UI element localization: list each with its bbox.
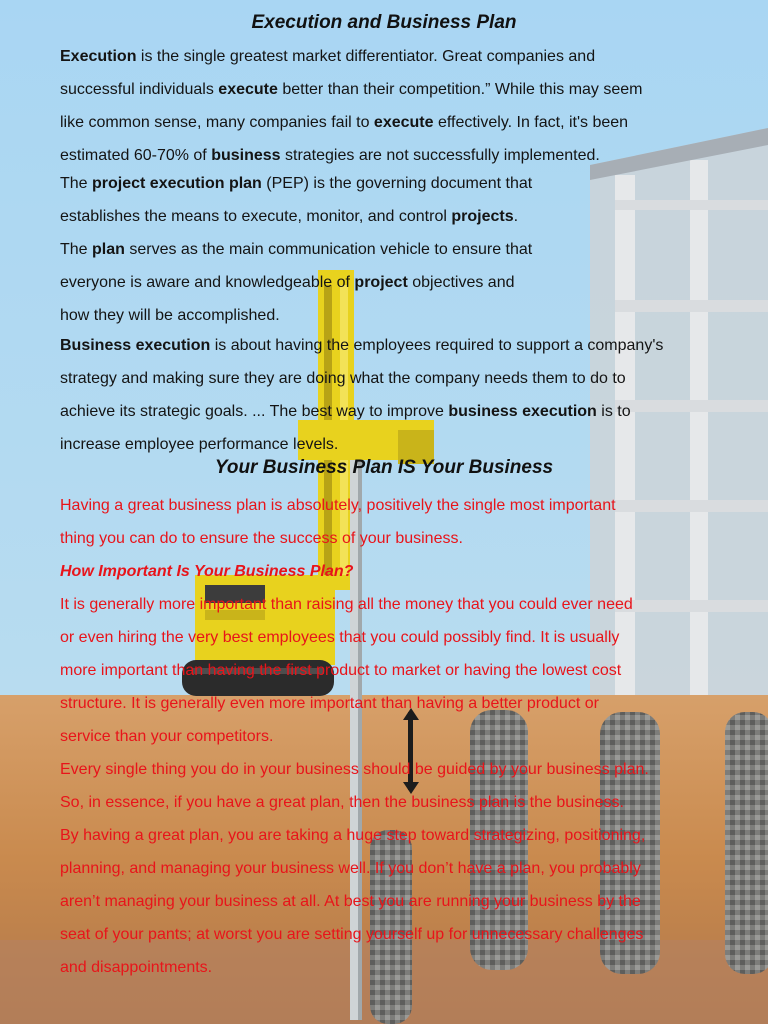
text-run: is to xyxy=(596,403,631,420)
text-run: objectives and xyxy=(407,274,515,291)
business-execution-line xyxy=(60,395,663,428)
bold-term: project execution plan xyxy=(92,175,262,192)
pep-line xyxy=(60,200,532,233)
text-run: The xyxy=(60,241,93,258)
bold-term: Business execution xyxy=(60,337,211,354)
business-execution-paragraph xyxy=(60,329,663,461)
text-run: strategy and making sure they are doing what the company needs them to do to xyxy=(60,370,626,387)
body-line: and disappointments. xyxy=(60,959,213,976)
text-run: estimated 60-70% of xyxy=(60,147,212,164)
body-line: By having a great plan, you are taking a huge step toward strategizing, positioning, xyxy=(60,827,646,844)
text-run: successful individuals xyxy=(60,81,219,98)
text-run: is the single greatest market differentiator. Great companies and xyxy=(136,48,596,65)
execution-line xyxy=(60,106,642,139)
text-run: everyone is aware and knowledgeable of xyxy=(60,274,355,291)
text-run: achieve its strategic goals. ... The best way to improve xyxy=(60,403,449,420)
execution-paragraph xyxy=(60,40,642,172)
bold-term: project xyxy=(354,274,408,291)
importance-question-text: How Important Is Your Business Plan? xyxy=(60,563,354,580)
business-plan-body-paragraph xyxy=(60,588,649,984)
intro-line: thing you can do to ensure the success of your business. xyxy=(60,530,463,547)
business-plan-intro-paragraph xyxy=(60,489,616,555)
text-run: (PEP) is the governing document that xyxy=(261,175,533,192)
body-line: seat of your pants; at worst you are setting yourself up for unnecessary challenges xyxy=(60,926,644,943)
business-execution-line xyxy=(60,362,663,395)
bold-term: business execution xyxy=(448,403,597,420)
project-execution-plan-paragraph xyxy=(60,167,532,332)
text-run: effectively. In fact, it's been xyxy=(433,114,629,131)
text-run: like common sense, many companies fail to xyxy=(60,114,374,131)
page-title: Execution and Business Plan xyxy=(251,12,517,33)
text-run: increase employee performance levels. xyxy=(60,436,339,453)
text-run: . xyxy=(513,208,519,225)
text-run: The xyxy=(60,175,93,192)
text-run: strategies are not successfully implemented. xyxy=(280,147,600,164)
body-line: It is generally more important than raising all the money that you could ever need xyxy=(60,596,633,613)
text-run: establishes the means to execute, monitor, and control xyxy=(60,208,452,225)
text-run: is about having the employees required to support a company's xyxy=(210,337,664,354)
body-line: more important than having the first product to market or having the lowest cost xyxy=(60,662,622,679)
body-line: planning, and managing your business well. If you don’t have a plan, you probably xyxy=(60,860,641,877)
pep-line xyxy=(60,233,532,266)
section-subtitle: Your Business Plan IS Your Business xyxy=(214,457,554,478)
body-line: So, in essence, if you have a great plan, then the business plan is the business. xyxy=(60,794,624,811)
bold-term: projects xyxy=(451,208,514,225)
body-line: service than your competitors. xyxy=(60,728,274,745)
bold-term: Execution xyxy=(60,48,137,65)
text-run: better than their competition.” While this may seem xyxy=(277,81,643,98)
body-line: aren’t managing your business at all. At best you are running your business by the xyxy=(60,893,641,910)
business-execution-line xyxy=(60,329,663,362)
bold-term: execute xyxy=(373,114,434,131)
pep-line xyxy=(60,167,532,200)
text-run: serves as the main communication vehicle to ensure that xyxy=(124,241,533,258)
pep-line xyxy=(60,299,532,332)
text-run: how they will be accomplished. xyxy=(60,307,280,324)
pep-line xyxy=(60,266,532,299)
execution-line xyxy=(60,40,642,73)
body-line: structure. It is generally even more important than having a better product or xyxy=(60,695,599,712)
intro-line: Having a great business plan is absolutely, positively the single most important xyxy=(60,497,616,514)
bold-term: plan xyxy=(92,241,125,258)
execution-line xyxy=(60,73,642,106)
bold-term: business xyxy=(211,147,281,164)
importance-question xyxy=(60,555,353,588)
body-line: Every single thing you do in your business should be guided by your business plan. xyxy=(60,761,649,778)
bold-term: execute xyxy=(218,81,278,98)
body-line: or even hiring the very best employees that you could possibly find. It is usually xyxy=(60,629,620,646)
